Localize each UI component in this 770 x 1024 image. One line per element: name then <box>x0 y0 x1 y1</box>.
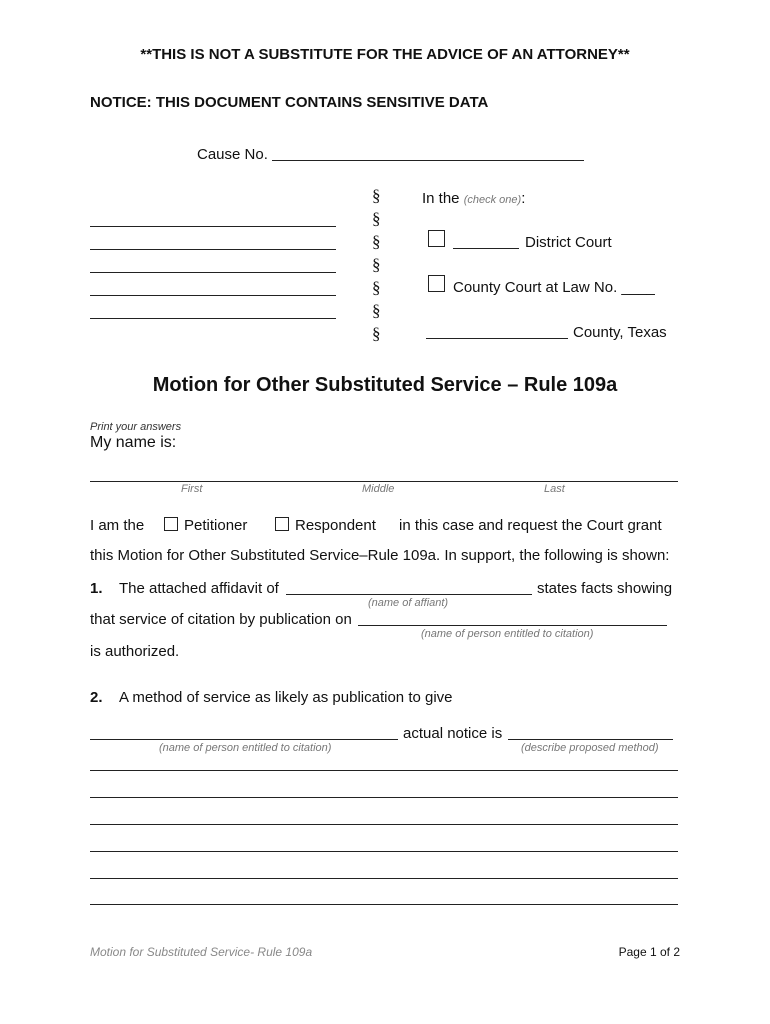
item-2-number: 2. <box>90 689 103 706</box>
i-am-the-label: I am the <box>90 517 145 534</box>
respondent-option[interactable] <box>275 517 376 534</box>
item-2-person-hint: (name of person entitled to citation) <box>159 742 332 754</box>
description-line[interactable] <box>90 851 678 852</box>
party-line[interactable] <box>90 249 336 250</box>
check-one-hint: (check one) <box>463 194 522 206</box>
section-symbol: § <box>372 232 381 251</box>
role-line-2: this Motion for Other Substituted Service–Rule 109a. In support, the following is shown: <box>90 547 670 564</box>
section-symbol: § <box>372 324 381 343</box>
colon: : <box>521 190 526 207</box>
item-1-text-a: The attached affidavit of <box>119 580 279 597</box>
section-symbol: § <box>372 255 381 274</box>
party-line[interactable] <box>90 226 336 227</box>
description-line[interactable] <box>90 824 678 825</box>
method-field[interactable] <box>508 739 673 740</box>
item-1-text-c: that service of citation by publication on <box>90 611 352 628</box>
section-symbol: § <box>372 186 381 205</box>
method-hint: (describe proposed method) <box>521 742 659 754</box>
item-1-text-b: states facts showing <box>537 580 673 597</box>
page-title: Motion for Other Substituted Service – Rule 109a <box>152 374 618 396</box>
petitioner-label: Petitioner <box>184 517 248 534</box>
cause-label: Cause No. <box>197 146 268 163</box>
description-line[interactable] <box>90 770 678 771</box>
item-1-number: 1. <box>90 580 103 597</box>
sensitive-notice: NOTICE: THIS DOCUMENT CONTAINS SENSITIVE DATA <box>90 94 489 111</box>
section-symbol: § <box>372 278 381 297</box>
print-hint: Print your answers <box>90 421 182 433</box>
party-line[interactable] <box>90 318 336 319</box>
actual-notice-label: actual notice is <box>403 725 503 742</box>
county-court-label: County Court at Law No. ____ <box>453 279 655 296</box>
petitioner-checkbox[interactable] <box>164 517 178 531</box>
middle-hint: Middle <box>362 483 395 495</box>
item-2-person-field[interactable] <box>90 739 398 740</box>
county-texas-label: County, Texas <box>573 324 667 341</box>
section-symbol: § <box>372 209 381 228</box>
petitioner-option[interactable] <box>164 517 247 534</box>
county-court-checkbox[interactable] <box>428 275 445 296</box>
cause-number-field[interactable] <box>272 160 584 161</box>
full-name-field[interactable] <box>90 481 678 482</box>
description-line[interactable] <box>90 904 678 905</box>
district-court-label: District Court <box>525 234 612 251</box>
county-name-field[interactable] <box>426 338 568 339</box>
party-line[interactable] <box>90 272 336 273</box>
page-number: Page 1 of 2 <box>618 945 680 959</box>
section-symbol: § <box>372 301 381 320</box>
item-1-text-d: is authorized. <box>90 643 180 660</box>
party-line[interactable] <box>90 295 336 296</box>
affiant-hint: (name of affiant) <box>368 597 449 609</box>
first-hint: First <box>181 483 203 495</box>
my-name-label: My name is: <box>90 434 177 451</box>
role-rest-text: in this case and request the Court grant <box>399 517 662 534</box>
district-court-checkbox[interactable] <box>428 230 445 251</box>
footer-title: Motion for Substituted Service- Rule 109a <box>90 945 313 959</box>
respondent-label: Respondent <box>295 517 376 534</box>
description-line[interactable] <box>90 878 678 879</box>
description-line[interactable] <box>90 797 678 798</box>
in-the-text: In the <box>422 190 460 207</box>
person-hint: (name of person entitled to citation) <box>421 628 594 640</box>
last-hint: Last <box>544 483 565 495</box>
person-name-field[interactable] <box>358 625 667 626</box>
disclaimer: **THIS IS NOT A SUBSTITUTE FOR THE ADVICE OF AN ATTORNEY** <box>140 46 630 63</box>
affiant-name-field[interactable] <box>286 594 532 595</box>
respondent-checkbox[interactable] <box>275 517 289 531</box>
in-the-label <box>422 190 525 207</box>
item-2-text-a: A method of service as likely as publication to give <box>119 689 453 706</box>
district-number-field[interactable] <box>453 248 519 249</box>
